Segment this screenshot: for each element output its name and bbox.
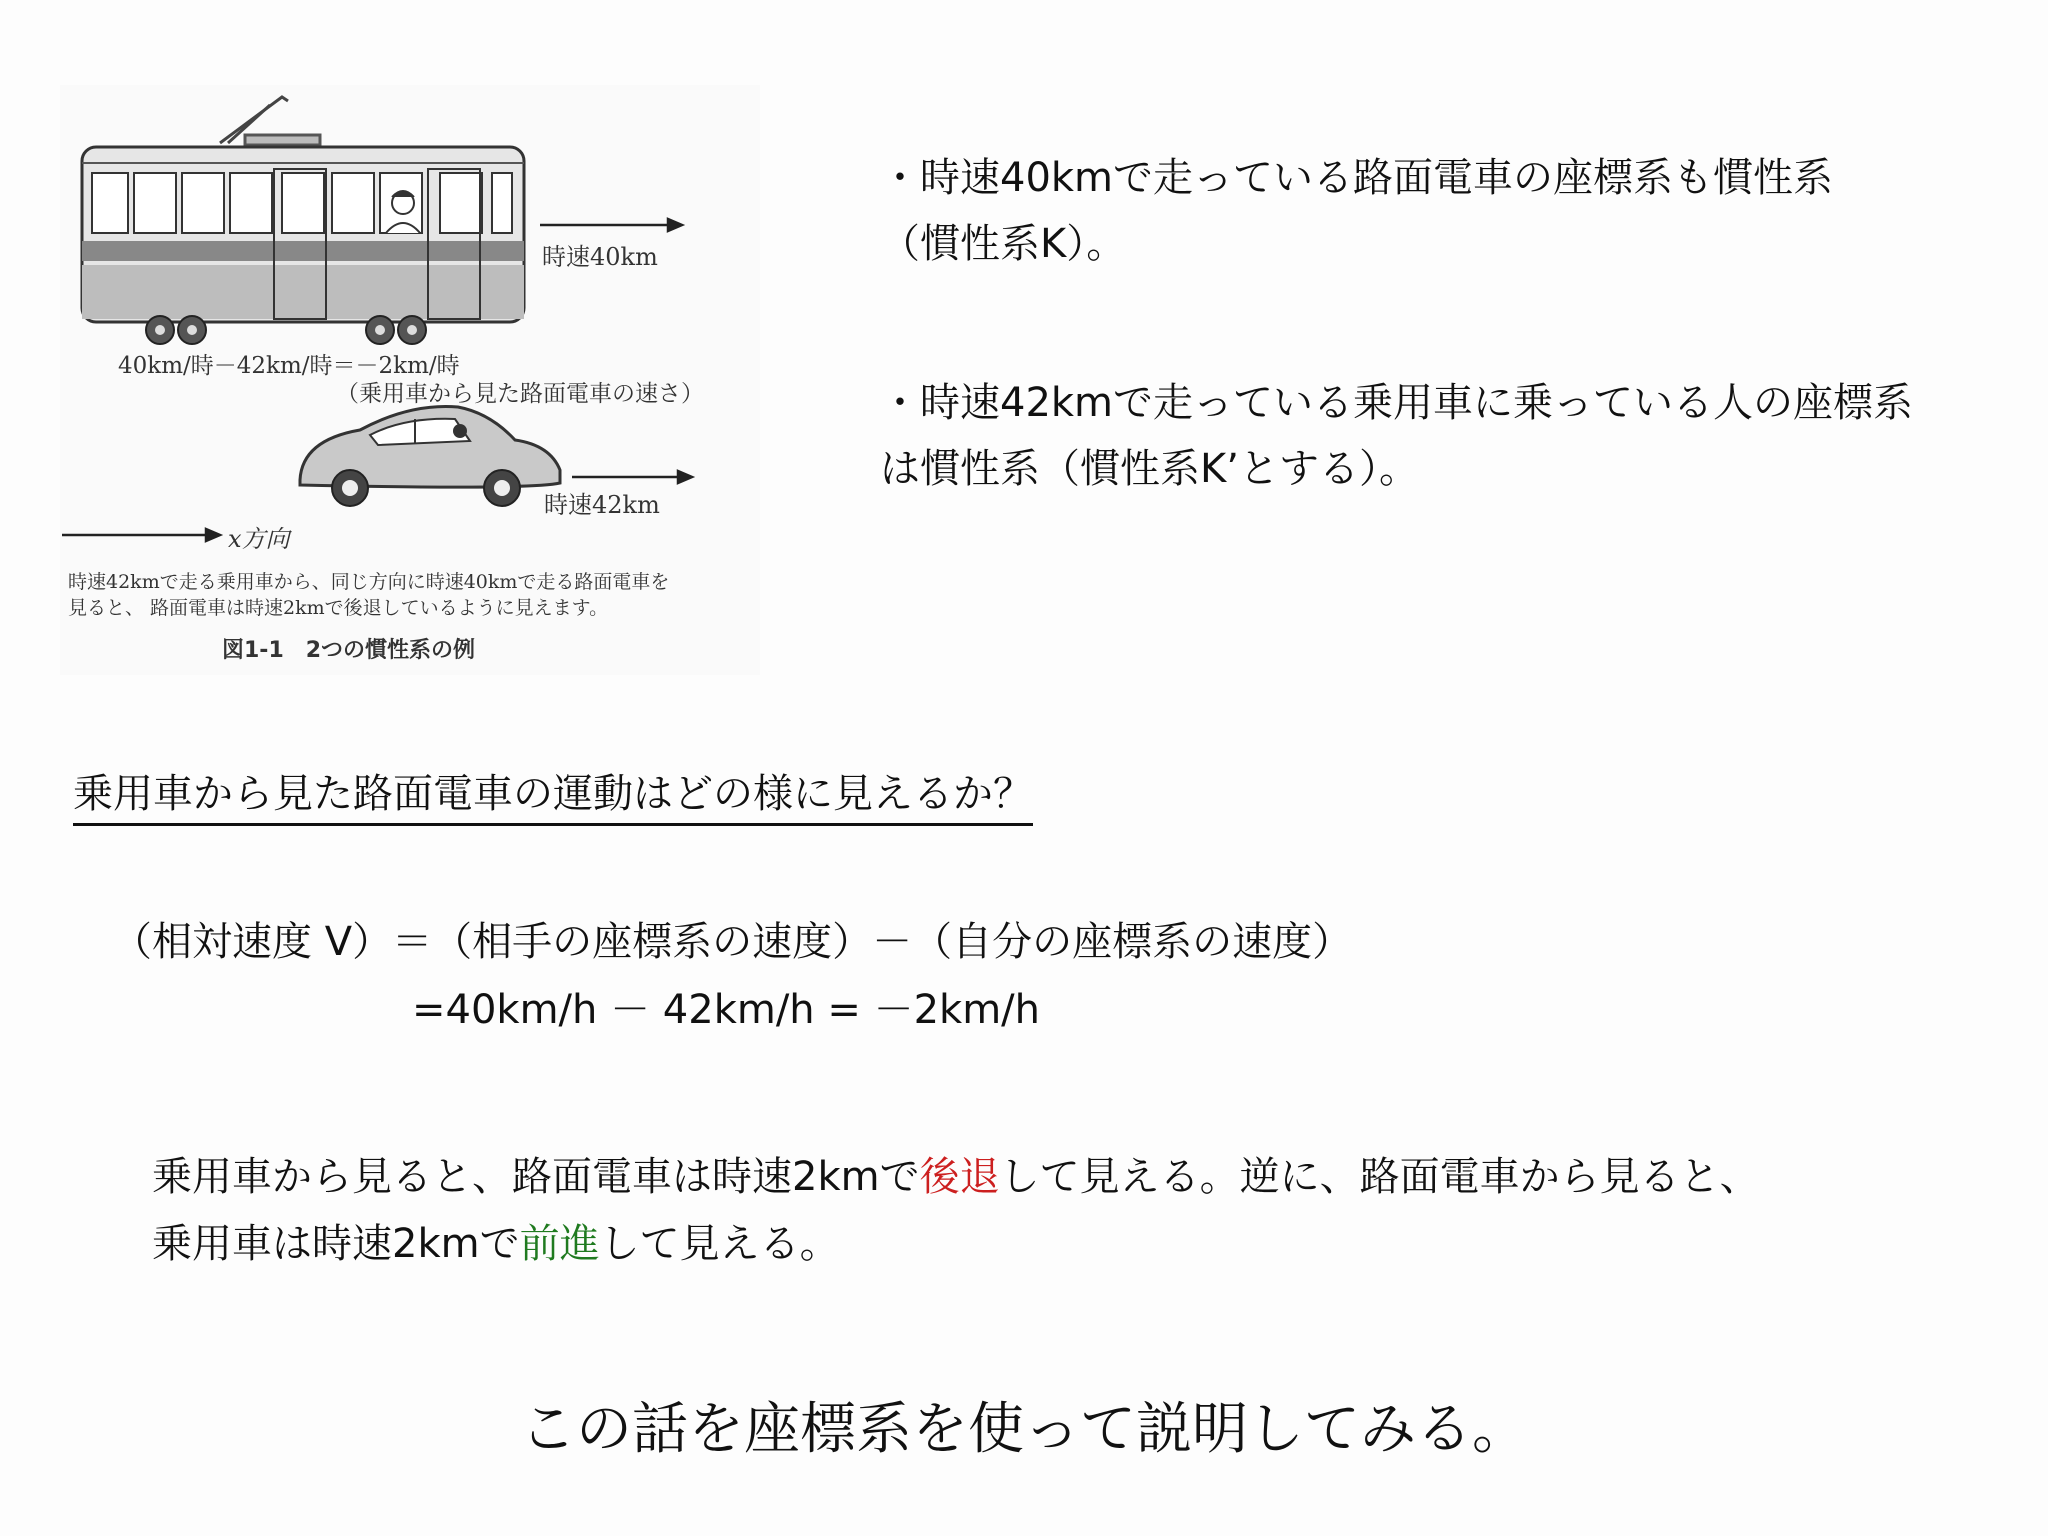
x-direction-label: x方向: [228, 525, 290, 553]
figure-caption-line1: 時速42kmで走る乗用車から、同じ方向に時速40kmで走る路面電車を: [68, 571, 670, 593]
conclusion-text: して見える。逆に、路面電車から見ると、: [999, 1154, 1760, 1200]
closing-statement: この話を座標系を使って説明してみる。: [520, 1397, 1528, 1462]
car-illustration: [300, 406, 560, 506]
bullet-tram-frame-line1: ・時速40kmで走っている路面電車の座標系も慣性系: [880, 155, 1834, 201]
tram-pantograph: [220, 97, 320, 145]
bullet-car-frame-line2: は慣性系（慣性系K’とする）。: [880, 446, 1419, 492]
bullet-tram-frame-line2: （慣性系K）。: [880, 221, 1127, 267]
forward-highlight: 前進: [519, 1221, 600, 1267]
car-speed-label: 時速42km: [544, 491, 660, 519]
figure-title: 図1-1 2つの慣性系の例: [222, 638, 476, 663]
bullet-car-frame-line1: ・時速42kmで走っている乗用車に乗っている人の座標系: [880, 380, 1914, 426]
relative-speed-note: （乗用車から見た路面電車の速さ）: [336, 381, 704, 407]
conclusion-line2: [152, 1212, 840, 1269]
x-direction-arrow: [62, 529, 220, 541]
relative-velocity-calculation: =40km/h － 42km/h = －2km/h: [412, 987, 1041, 1033]
relative-velocity-formula: （相対速度 V）＝（相手の座標系の速度）－（自分の座標系の速度）: [112, 919, 1353, 965]
tram-velocity-arrow: [540, 219, 682, 231]
figure-caption-line2: 見ると、 路面電車は時速2kmで後退しているように見えます。: [68, 597, 609, 619]
conclusion-line1: [152, 1145, 1760, 1202]
tram-illustration: [82, 147, 524, 344]
inertial-frames-figure: [60, 85, 760, 675]
tram-speed-label: 時速40km: [542, 243, 658, 271]
conclusion-text: して見える。: [599, 1221, 840, 1267]
conclusion-text: 乗用車は時速2kmで: [152, 1221, 520, 1267]
question-heading: 乗用車から見た路面電車の運動はどの様に見えるか？: [73, 762, 1033, 826]
backward-highlight: 後退: [919, 1154, 1000, 1200]
conclusion-text: 乗用車から見ると、路面電車は時速2kmで: [152, 1154, 920, 1200]
relative-speed-equation: 40km/時－42km/時＝－2km/時: [118, 353, 460, 379]
car-velocity-arrow: [572, 471, 692, 483]
